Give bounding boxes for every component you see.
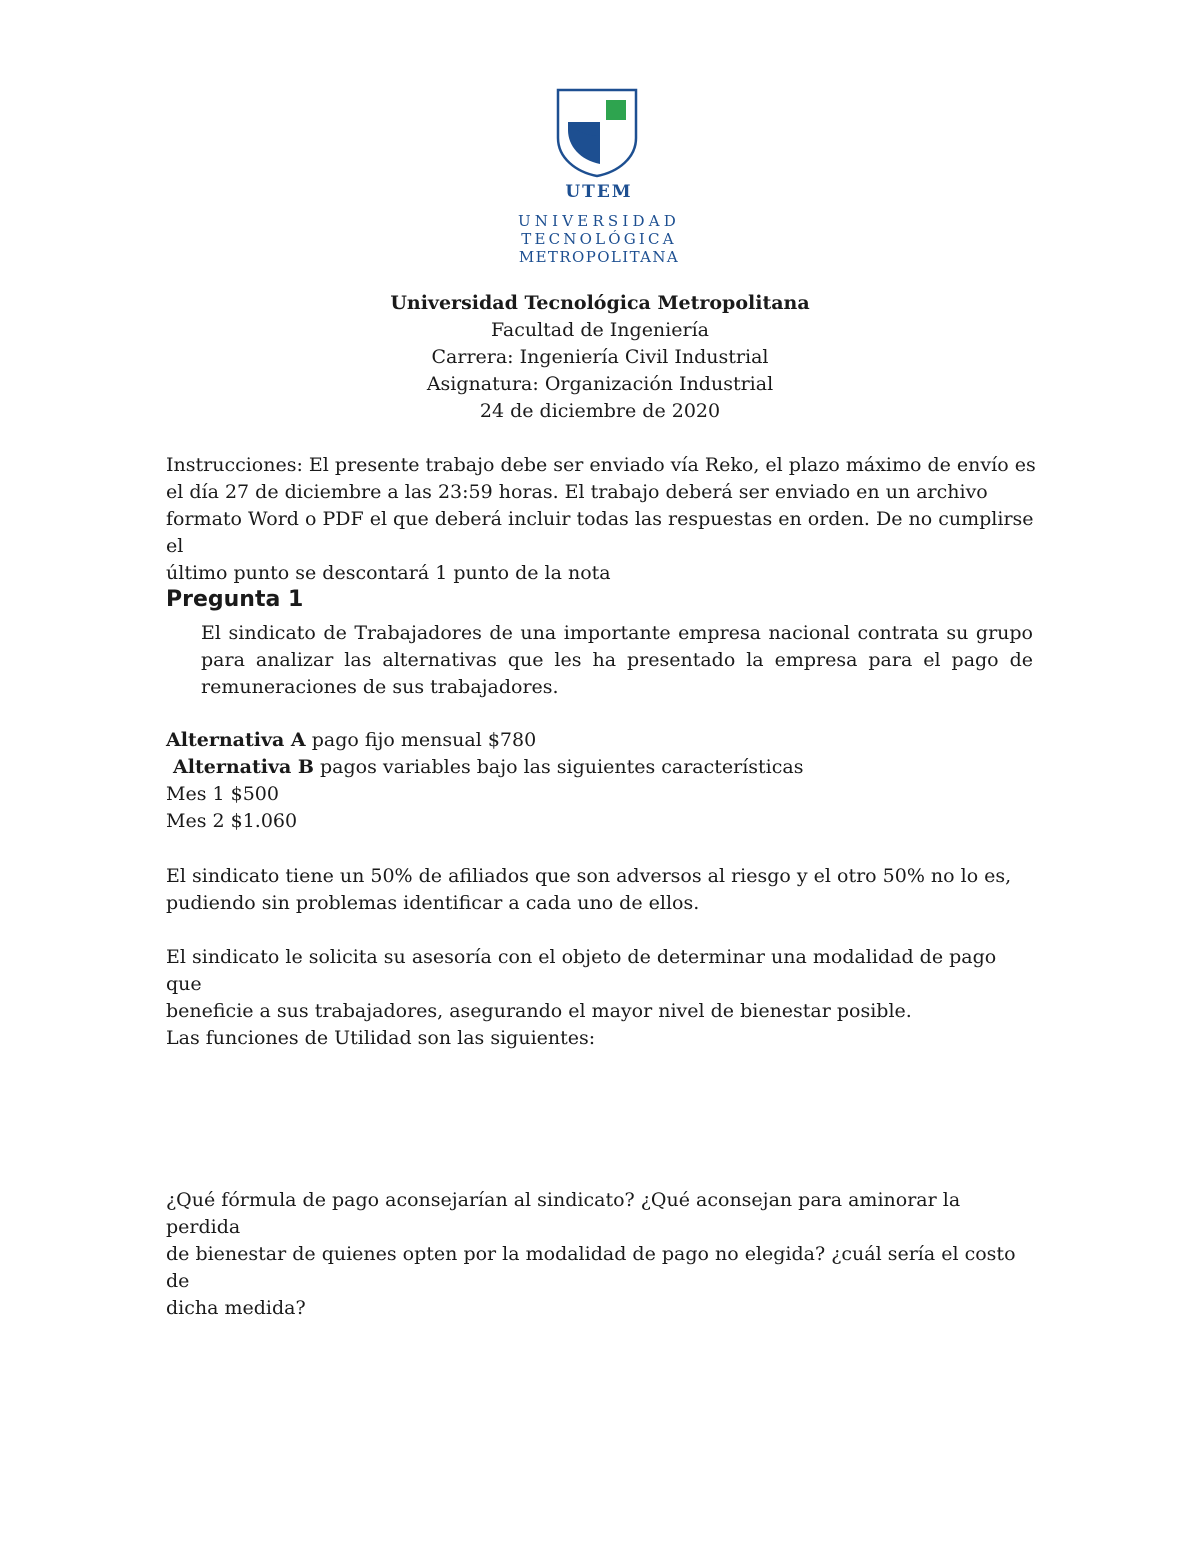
- university-name: Universidad Tecnológica Metropolitana: [390, 292, 810, 314]
- alternative-a-text: pago fijo mensual $780: [305, 729, 537, 751]
- paragraph-line: de bienestar de quienes opten por la modalidad de pago no elegida? ¿cuál sería el costo de: [166, 1243, 1016, 1292]
- subject-name: Asignatura: Organización Industrial: [426, 373, 774, 395]
- utility-functions-paragraph: Las funciones de Utilidad son las siguientes:: [166, 1027, 596, 1049]
- question-title: Pregunta 1: [166, 587, 304, 612]
- utem-logo: [488, 86, 710, 268]
- questions-paragraph: [166, 1187, 1036, 1322]
- paragraph-line: pudiendo sin problemas identificar a cada uno de ellos.: [166, 892, 700, 914]
- risk-paragraph: [166, 863, 1036, 917]
- alternative-b-text: pagos variables bajo las siguientes características: [313, 756, 804, 778]
- alternative-a: [166, 727, 1036, 754]
- paragraph-line: dicha medida?: [166, 1297, 306, 1319]
- instructions-line: Instrucciones: El presente trabajo debe ser enviado vía Reko, el plazo máximo de envío es: [166, 454, 1036, 476]
- paragraph-line: El sindicato tiene un 50% de afiliados que son adversos al riesgo y el otro 50% no lo es,: [166, 865, 1012, 887]
- document-date: 24 de diciembre de 2020: [479, 400, 721, 422]
- question-intro: El sindicato de Trabajadores de una importante empresa nacional contrata su grupo para analizar las alternativas que les ha presentado la empresa para el pago de remuneraciones de sus trabajadores.: [201, 622, 1033, 698]
- document-header: [0, 290, 1200, 425]
- paragraph-line: El sindicato le solicita su asesoría con el objeto de determinar una modalidad de pago que: [166, 946, 997, 995]
- month-1-payment: Mes 1 $500: [166, 783, 279, 805]
- logo-line-2: TECNOLÓGICA: [521, 230, 677, 248]
- logo-line-1: UNIVERSIDAD: [517, 212, 681, 230]
- logo-short-name: UTEM: [565, 182, 633, 202]
- career-name: Carrera: Ingeniería Civil Industrial: [431, 346, 769, 368]
- alternative-a-label: Alternativa A: [166, 729, 306, 751]
- advice-paragraph: [166, 944, 1036, 1025]
- instructions-line: formato Word o PDF el que deberá incluir todas las respuestas en orden. De no cumplirse el: [166, 508, 1034, 557]
- shield-icon: [488, 86, 710, 178]
- logo-line-3: METROPOLITANA: [518, 248, 680, 266]
- instructions-line: último punto se descontará 1 punto de la nota: [166, 562, 611, 584]
- alternatives-block: [166, 727, 1036, 835]
- faculty-name: Facultad de Ingeniería: [491, 319, 709, 341]
- paragraph-line: ¿Qué fórmula de pago aconsejarían al sindicato? ¿Qué aconsejan para aminorar la perdida: [166, 1189, 961, 1238]
- instructions-line: el día 27 de diciembre a las 23:59 horas. El trabajo deberá ser enviado en un archivo: [166, 481, 988, 503]
- instructions-paragraph: [166, 452, 1036, 587]
- alternative-b-label: Alternativa B: [173, 756, 314, 778]
- alternative-b: [166, 754, 1036, 781]
- month-2-payment: Mes 2 $1.060: [166, 810, 298, 832]
- paragraph-line: beneficie a sus trabajadores, asegurando el mayor nivel de bienestar posible.: [166, 1000, 912, 1022]
